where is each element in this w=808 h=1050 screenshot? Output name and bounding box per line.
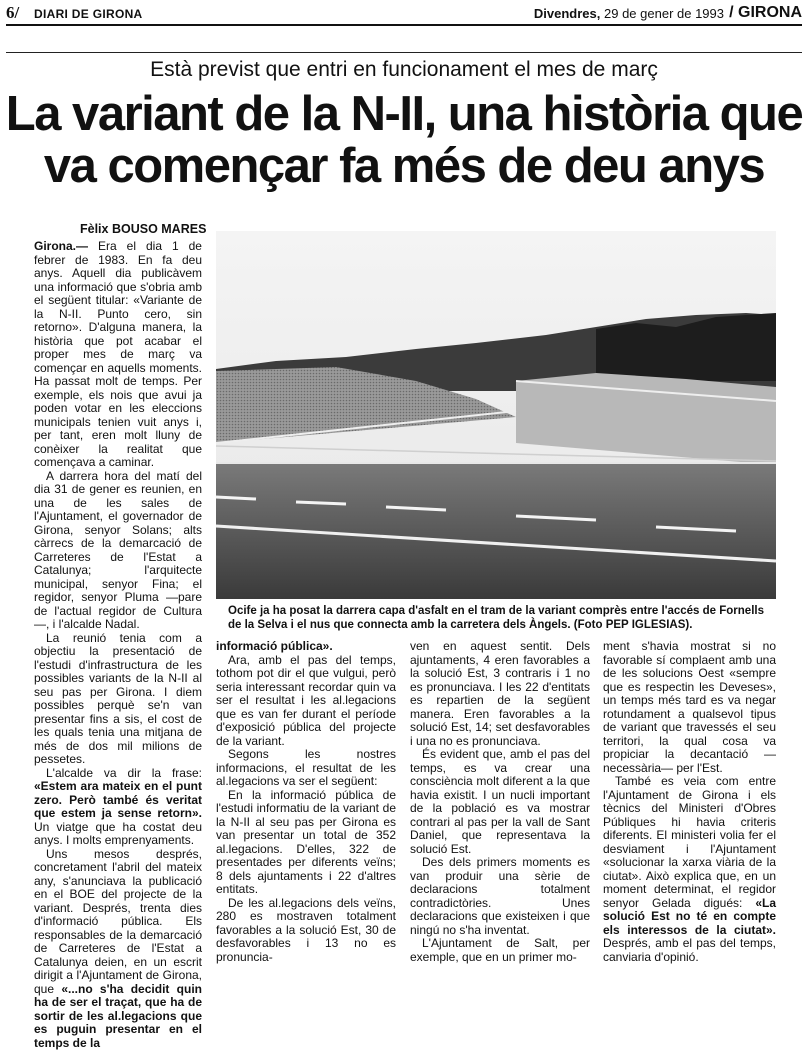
quote: «La solució Est no té en compte els interessos de la ciutat». [603, 896, 776, 937]
masthead [6, 2, 802, 26]
paragraph [34, 767, 202, 848]
road-photo [216, 231, 776, 599]
article-subtitle: Està previst que entri en funcionament el mes de març [0, 58, 808, 82]
text-column-4 [603, 640, 776, 946]
issue-date [534, 6, 724, 21]
paragraph: Des dels primers moments es van produir una sèrie de declaracions totalment contradictòries. Unes declaracions que existeixen i que ningú no s'ha inventat. [410, 856, 590, 937]
paragraph: Ara, amb el pas del temps, tothom pot dir el que vulgui, però seria interessant recordar quin va ser el resultat i les al.legacions que es van fer durant el període d'exposició pública del projecte de la variant. [216, 654, 396, 749]
page-number: 6/ [6, 3, 19, 23]
headline-line-1: La variant de la N-II, una història que [0, 88, 808, 140]
paragraph-text: Després, amb el pas del temps, canviaria d'opinió. [603, 936, 776, 964]
paragraph: Segons les nostres informacions, el resultat de les al.legacions va ser el següent: [216, 748, 396, 789]
quote: informació pública». [216, 639, 333, 653]
paragraph [34, 848, 202, 1050]
road-photo-image [216, 231, 776, 599]
paragraph: En la informació pública de l'estudi informatiu de la variant de la N-II al seu pas per Girona es van presentar un total de 352 al.legacions. D'elles, 322 de presentades per diferents veïns; 8 dels ajuntaments i 22 d'altres entitats. [216, 789, 396, 897]
issue-date-day: Divendres, [534, 6, 600, 21]
paragraph-text: Era el dia 1 de febrer de 1983. En fa deu anys. Aquell dia publicàvem una informació que s'obria amb el següent titular: «Variante de la N-II. Punto cero, sin retorno». D'alguna manera, la història que pot acabar el proper mes de març va començar en aquells moments. Ha passat molt de temps. Per exemple, els nois que avui ja poden votar en les eleccions municipals tenien vuit anys i, per tant, eren molt lluny de conèixer la realitat que començava a caminar. [34, 239, 202, 469]
article-headline [0, 88, 808, 192]
paper-name: DIARI DE GIRONA [34, 7, 143, 21]
paragraph [216, 640, 396, 654]
paragraph: La reunió tenia com a objectiu la presentació de l'estudi d'infrastructura de les possibles variants de la N-II al seu pas per Girona. I diem possibles perquè se'n van presentar fins a sis, el cost de les quals tenia una mitjana de més de dos mil milions de pessetes. [34, 632, 202, 767]
text-column-2 [216, 640, 396, 946]
quote: «Estem ara mateix en el punt zero. Però també és veritat que estem ja sense retorn». [34, 779, 202, 820]
dateline: Girona.— [34, 239, 88, 253]
paragraph-text: Un viatge que ha costat deu anys. I molts emprenyaments. [34, 820, 202, 848]
paragraph: ment s'havia mostrat si no favorable sí complaent amb una de les solucions Oest «sempre que es respectin les Deveses», un temps més tard es va negar rotundament a qualsevol tipus de variant que travessés el seu territori, la qual cosa va propiciar la decantació —necessària— per l'Est. [603, 640, 776, 775]
paragraph: A darrera hora del matí del dia 31 de gener es reunien, en una de les sales de l'Ajuntament, el governador de Girona, senyor Solans; alts càrrecs de la demarcació de Carreteres de l'Estat a Catalunya; l'arquitecte municipal, senyor Fina; el regidor, senyor Pluma —pare de l'actual regidor de Cultura—, i l'alcalde Nadal. [34, 470, 202, 632]
quote: «...no s'ha decidit quin ha de ser el traçat, que ha de sortir de les al.legacions que es puguin presentar en el temps de la [34, 982, 202, 1050]
issue-date-rest: 29 de gener de 1993 [604, 6, 724, 21]
paragraph [603, 775, 776, 964]
paragraph: ven en aquest sentit. Dels ajuntaments, 4 eren favorables a la solució Est, 3 contraris i 1 no es pronunciava. I les 22 d'entitats es repartien de la següent manera. Eren favorables a la solució Est, 14; set desfavorables i una no es pronunciava. [410, 640, 590, 748]
article-top-rule [6, 52, 802, 53]
quote-intro: L'alcalde va dir la frase: [46, 766, 202, 780]
headline-line-2: va començar fa més de deu anys [0, 140, 808, 192]
section-name: / GIRONA [729, 4, 802, 22]
paragraph: De les al.legacions dels veïns, 280 es mostraven totalment favorables a la solució Est, 30 de desfavorables i 13 no es pronuncia- [216, 897, 396, 965]
byline: Fèlix BOUSO MARES [80, 222, 206, 236]
text-column-3 [410, 640, 590, 946]
text-column-1 [34, 240, 202, 946]
paragraph [34, 240, 202, 470]
photo-caption: Ocife ja ha posat la darrera capa d'asfalt en el tram de la variant comprès entre l'accés de Fornells de la Selva i el nus que connecta amb la carretera dels Àngels. (Foto PEP IGLESIAS). [228, 604, 776, 632]
paragraph-text: Uns mesos després, concretament l'abril del mateix any, s'anunciava la publicació en el BOE del projecte de la variant. Després, trenta dies d'informació pública. Els responsables de la demarcació de Carreteres de l'Estat a Catalunya deien, en un escrit dirigit a l'Ajuntament de Girona, que [34, 847, 202, 996]
paragraph: L'Ajuntament de Salt, per exemple, que en un primer mo- [410, 937, 590, 964]
paragraph: És evident que, amb el pas del temps, es va crear una consciència molt diferent a la que havia existit. I un nucli important de la població es va mostrar contrari al pas per la vall de Sant Daniel, que representava la solució Est. [410, 748, 590, 856]
paragraph-text: També es veia com entre l'Ajuntament de Girona i els tècnics del Ministeri d'Obres Públiques hi havia criteris diferents. El ministeri volia fer el desviament i l'Ajuntament «solucionar la xarxa viària de la ciutat». Això explica que, en un moment determinat, el regidor senyor Gelada digués: [603, 774, 776, 910]
